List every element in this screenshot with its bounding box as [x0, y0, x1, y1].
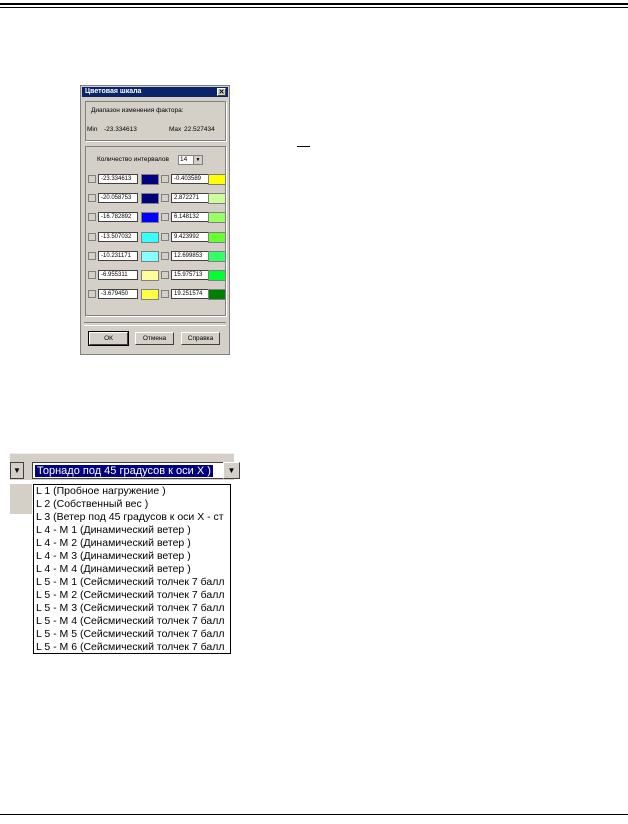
interval-checkbox[interactable] — [161, 213, 169, 221]
button-separator — [84, 322, 226, 326]
interval-value-field[interactable]: -10.231171 — [98, 251, 138, 261]
color-swatch[interactable] — [208, 193, 226, 204]
interval-value-field[interactable]: -0.403589 — [171, 174, 211, 184]
color-swatch[interactable] — [141, 174, 159, 185]
help-button[interactable]: Справка — [181, 332, 220, 345]
intervals-label: Количество интервалов — [97, 156, 169, 163]
interval-checkbox[interactable] — [88, 175, 96, 183]
color-scale-dialog — [80, 85, 230, 355]
list-item[interactable]: L 4 - M 4 (Динамический ветер ) — [36, 563, 191, 575]
close-icon[interactable]: ✕ — [218, 89, 225, 96]
interval-checkbox[interactable] — [88, 290, 96, 298]
chevron-down-icon[interactable]: ▼ — [10, 462, 24, 479]
loadcase-list[interactable] — [33, 484, 231, 654]
chevron-down-icon[interactable]: ▼ — [193, 156, 202, 164]
list-item[interactable]: L 4 - M 3 (Динамический ветер ) — [36, 550, 191, 562]
color-swatch[interactable] — [208, 212, 226, 223]
color-swatch[interactable] — [208, 232, 226, 243]
max-value: 22.527434 — [184, 126, 215, 133]
min-label: Min — [87, 126, 98, 133]
color-swatch[interactable] — [141, 212, 159, 223]
color-swatch[interactable] — [208, 251, 226, 262]
interval-checkbox[interactable] — [88, 213, 96, 221]
interval-value-field[interactable]: -16.782892 — [98, 212, 138, 222]
interval-value-field[interactable]: 12.699853 — [171, 251, 211, 261]
max-label: Max — [169, 126, 182, 133]
interval-checkbox[interactable] — [161, 175, 169, 183]
list-item[interactable]: L 5 - M 3 (Сейсмический толчек 7 балл — [36, 602, 225, 614]
color-swatch[interactable] — [141, 193, 159, 204]
interval-value-field[interactable]: 19.251574 — [171, 289, 211, 299]
ok-button[interactable]: ОК — [89, 332, 128, 345]
interval-checkbox[interactable] — [88, 252, 96, 260]
bottom-rule — [0, 814, 628, 815]
interval-value-field[interactable]: -20.058753 — [98, 193, 138, 203]
interval-value-field[interactable]: -13.507032 — [98, 232, 138, 242]
decorative-line — [297, 146, 310, 147]
top-rule-thin — [0, 7, 628, 8]
interval-checkbox[interactable] — [161, 271, 169, 279]
interval-value-field[interactable]: 15.975713 — [171, 270, 211, 280]
interval-value-field[interactable]: 9.423992 — [171, 232, 211, 242]
color-swatch[interactable] — [141, 251, 159, 262]
list-item[interactable]: L 5 - M 4 (Сейсмический толчек 7 балл — [36, 615, 225, 627]
list-item[interactable]: L 2 (Собственный вес ) — [36, 498, 149, 510]
interval-checkbox[interactable] — [88, 271, 96, 279]
interval-value-field[interactable]: 2.872271 — [171, 193, 211, 203]
interval-value-field[interactable]: -6.955311 — [98, 270, 138, 280]
color-swatch[interactable] — [141, 270, 159, 281]
interval-value-field[interactable]: -3.679450 — [98, 289, 138, 299]
intervals-value: 14 — [180, 156, 188, 163]
list-item[interactable]: L 3 (Ветер под 45 градусов к оси X - ст — [36, 511, 224, 523]
loadcase-dropdown-arrow-icon[interactable]: ▼ — [223, 462, 240, 479]
cancel-button[interactable]: Отмена — [135, 332, 174, 345]
interval-checkbox[interactable] — [161, 252, 169, 260]
color-swatch[interactable] — [141, 232, 159, 243]
list-item[interactable]: L 5 - M 6 (Сейсмический толчек 7 балл — [36, 641, 225, 653]
interval-value-field[interactable]: -23.334613 — [98, 174, 138, 184]
list-item[interactable]: L 4 - M 2 (Динамический ветер ) — [36, 537, 191, 549]
range-label: Диапазон изменения фактора: — [91, 107, 184, 114]
list-item[interactable]: L 5 - M 1 (Сейсмический толчек 7 балл — [36, 576, 225, 588]
interval-checkbox[interactable] — [161, 233, 169, 241]
min-value: -23.334613 — [104, 126, 137, 133]
list-item[interactable]: L 4 - M 1 (Динамический ветер ) — [36, 524, 191, 536]
intervals-select[interactable] — [178, 155, 203, 165]
interval-checkbox[interactable] — [161, 290, 169, 298]
interval-checkbox[interactable] — [88, 233, 96, 241]
list-item[interactable]: L 1 (Пробное нагружение ) — [36, 485, 166, 497]
interval-checkbox[interactable] — [161, 194, 169, 202]
list-item[interactable]: L 5 - M 5 (Сейсмический толчек 7 балл — [36, 628, 225, 640]
color-swatch[interactable] — [208, 174, 226, 185]
color-swatch[interactable] — [208, 289, 226, 300]
interval-checkbox[interactable] — [88, 194, 96, 202]
toolbar-background — [10, 484, 32, 514]
color-swatch[interactable] — [141, 289, 159, 300]
dialog-title: Цветовая шкала — [85, 88, 142, 95]
color-swatch[interactable] — [208, 270, 226, 281]
top-rule-thick — [0, 3, 628, 5]
list-item[interactable]: L 5 - M 2 (Сейсмический толчек 7 балл — [36, 589, 225, 601]
loadcase-selected-value: Торнадо под 45 градусов к оси X ) — [37, 465, 211, 477]
interval-value-field[interactable]: 6.148132 — [171, 212, 211, 222]
loadcase-toolbar — [10, 453, 234, 480]
dialog-titlebar — [82, 87, 228, 97]
loadcase-select[interactable] — [32, 462, 229, 479]
